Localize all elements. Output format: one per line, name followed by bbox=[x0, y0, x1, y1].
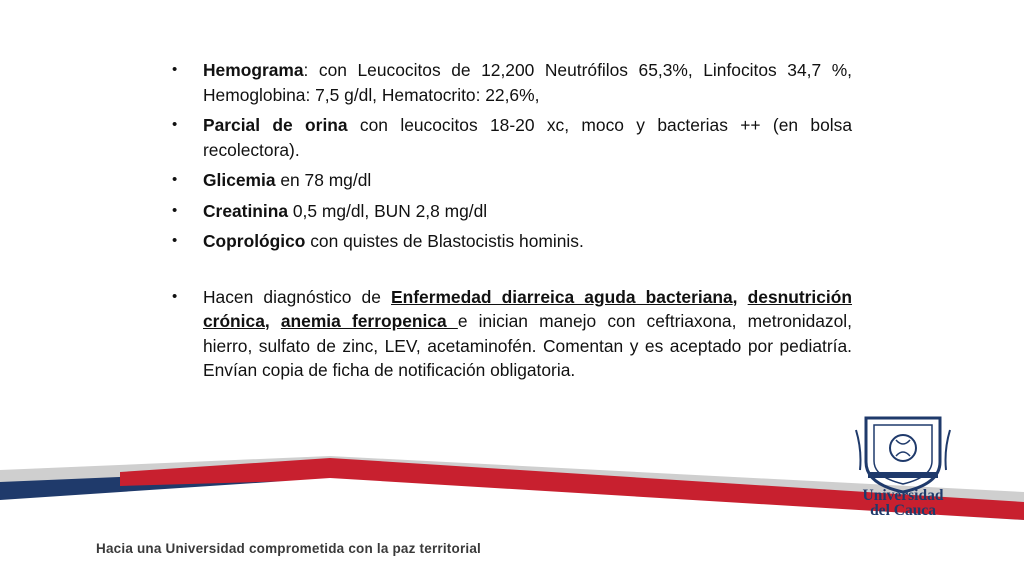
item-title: Hemograma bbox=[203, 60, 304, 80]
diagnosis-list bbox=[172, 285, 852, 383]
separator: , bbox=[264, 311, 281, 331]
diagnosis-suffix: e inician manejo con ceftriaxona, metronidazol, hierro, sulfato de zinc, LEV, acetaminofén. Comentan y es aceptado por pediatría. Envían copia de ficha de notificación obligatoria. bbox=[203, 311, 852, 380]
bullet-icon: • bbox=[172, 61, 178, 78]
item-text: 0,5 mg/dl, BUN 2,8 mg/dl bbox=[288, 200, 488, 221]
diagnosis-1: Enfermedad diarreica aguda bacteriana bbox=[391, 286, 733, 307]
university-name bbox=[848, 488, 958, 518]
bullet-icon: • bbox=[172, 116, 178, 133]
item-text: con leucocitos 18-20 xc, moco y bacterias ++ (en bolsa recolectora). bbox=[203, 115, 852, 160]
item-title: Glicemia bbox=[203, 170, 276, 190]
lab-results-list bbox=[172, 58, 852, 254]
item-title: Coprológico bbox=[203, 231, 306, 251]
bullet-icon: • bbox=[172, 232, 178, 249]
item-text: en 78 mg/dl bbox=[275, 170, 372, 190]
list-item bbox=[172, 199, 852, 224]
item-text: : con Leucocitos de 12,200 Neutrófilos 65,3%, Linfocitos 34,7 %, Hemoglobina: 7,5 g/dl, Hematocrito: 22,6%, bbox=[203, 60, 852, 105]
bullet-icon: • bbox=[172, 171, 178, 188]
university-name-line1: Universidad bbox=[862, 487, 944, 504]
bullet-icon: • bbox=[172, 287, 178, 305]
diagnosis-2: desnutrición crónica bbox=[203, 286, 853, 331]
bullet-content bbox=[172, 58, 852, 389]
university-name-line2: del Cauca bbox=[870, 502, 936, 519]
list-item bbox=[172, 113, 852, 162]
bullet-icon: • bbox=[172, 201, 178, 219]
diagnosis-item bbox=[172, 285, 852, 383]
diagnosis-3: anemia ferropenica bbox=[280, 311, 458, 331]
list-item bbox=[172, 229, 852, 254]
list-item bbox=[172, 58, 852, 107]
separator: , bbox=[732, 286, 748, 307]
list-item bbox=[172, 168, 852, 193]
item-text: con quistes de Blastocistis hominis. bbox=[305, 231, 584, 251]
item-title: Creatinina bbox=[203, 200, 289, 221]
item-title: Parcial de orina bbox=[203, 115, 348, 135]
diagnosis-prefix: Hacen diagnóstico de bbox=[203, 286, 392, 307]
footer-slogan: Hacia una Universidad comprometida con la paz territorial bbox=[96, 541, 482, 556]
